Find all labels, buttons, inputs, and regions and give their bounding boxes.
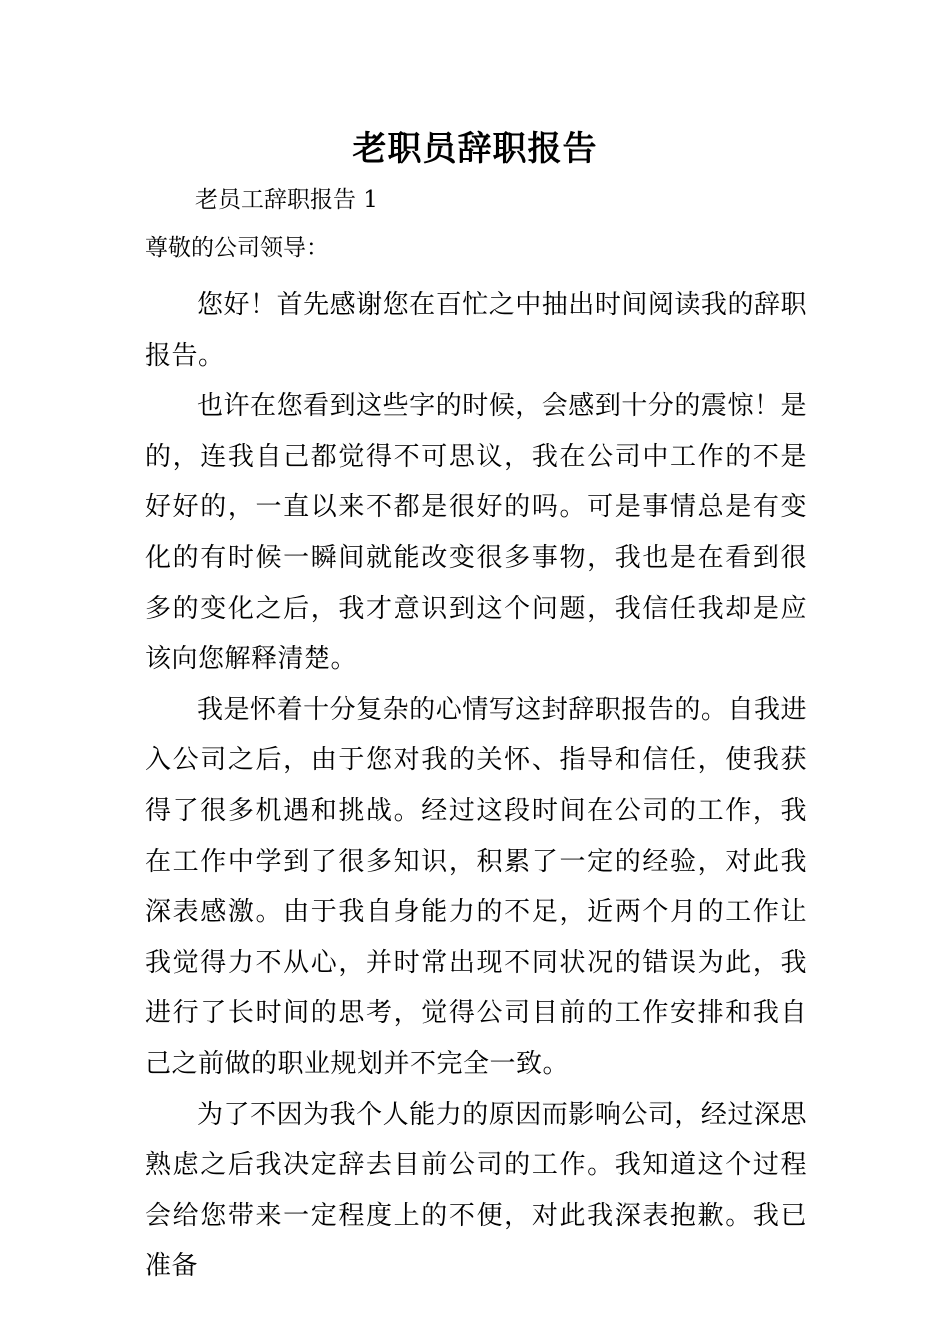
document-title: 老职员辞职报告 [352, 129, 598, 169]
paragraph-reasons: 我是怀着十分复杂的心情写这封辞职报告的。自我进入公司之后，由于您对我的关怀、指导和信任，使我获得了很多机遇和挑战。经过这段时间在公司的工作，我在工作中学到了很多知识，积累了一定的经验，对此我深表感激。由于我自身能力的不足，近两个月的工作让我觉得力不从心，并时常出现不同状况的错误为此，我进行了长时间的思考，觉得公司目前的工作安排和我自己之前做的职业规划并不完全一致。 [145, 694, 807, 1079]
paragraph-decision: 为了不因为我个人能力的原因而影响公司，经过深思熟虑之后我决定辞去目前公司的工作。我知道这个过程会给您带来一定程度上的不便，对此我深表抱歉。我已准备 [145, 1099, 807, 1282]
paragraph-surprise: 也许在您看到这些字的时候，会感到十分的震惊！是的，连我自己都觉得不可思议，我在公司中工作的不是好好的，一直以来不都是很好的吗。可是事情总是有变化的有时候一瞬间就能改变很多事物，我也是在看到很多的变化之后，我才意识到这个问题，我信任我却是应该向您解释清楚。 [145, 391, 807, 675]
document-subtitle: 老员工辞职报告 1 [195, 187, 378, 213]
paragraph-greeting: 您好！首先感谢您在百忙之中抽出时间阅读我的辞职报告。 [145, 290, 807, 371]
document-body [145, 280, 807, 1292]
salutation: 尊敬的公司领导： [145, 235, 329, 261]
